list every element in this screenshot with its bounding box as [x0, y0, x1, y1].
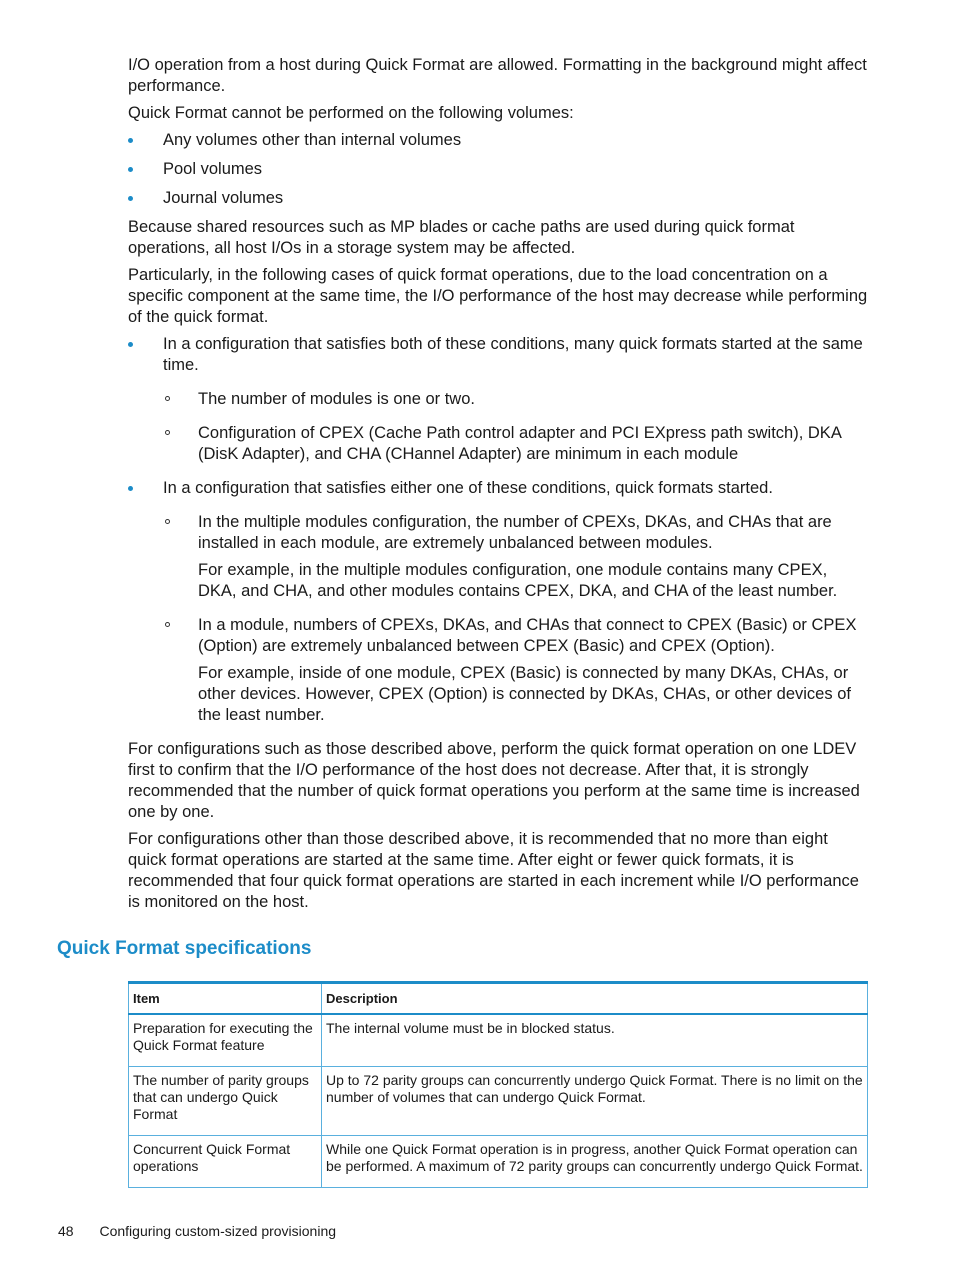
body-paragraph: Particularly, in the following cases of quick format operations, due to the load concentration on a specific component at the same time, the I/O performance of the host may decrease while performing of the quick format. — [128, 266, 868, 326]
cases-list — [128, 334, 870, 726]
page-footer — [58, 1223, 336, 1239]
table-header-row — [129, 983, 868, 1015]
page-number: 48 — [58, 1223, 74, 1239]
section-heading: Quick Format specifications — [57, 938, 312, 959]
list-item: Pool volumes — [128, 159, 870, 180]
table-row — [129, 1136, 868, 1188]
table-cell-description: The internal volume must be in blocked status. — [322, 1014, 868, 1067]
table-row — [129, 1067, 868, 1136]
body-paragraph: For configurations such as those described above, perform the quick format operation on one LDEV first to confirm that the I/O performance of the host does not decrease. After that, it is strongly recommended that the number of quick format operations you perform at the same time is increased one by one. — [128, 740, 860, 821]
list-item: Any volumes other than internal volumes — [128, 130, 870, 151]
sub-list-item: In the multiple modules configuration, the number of CPEXs, DKAs, and CHAs that are installed in each module, are extremely unbalanced between modules. For example, in the multiple modules configuration, one module contains many CPEX, DKA, and CHA, and other modules contains CPEX, DKA, and CHA of the least number. — [163, 512, 870, 602]
bullet-icon — [128, 486, 133, 491]
list-item: Journal volumes — [128, 188, 870, 209]
bullet-icon — [128, 167, 133, 172]
circle-bullet-icon — [165, 519, 170, 524]
list-item: In a configuration that satisfies either one of these conditions, quick formats started. In the multiple modules configuration, the number of CPEXs, DKAs, and CHAs that are installed in each module, are extremely unbalanced between modules. For example, in the multiple modules configuration, one module contains many CPEX, DKA, and CHA, and other modules contains CPEX, DKA, and CHA of the least number. In a module, numbers of CPEXs, DKAs, and CHAs that connect to CPEX (Basic) or CPEX (Option) are extremely unbalanced between CPEX (Basic) and CPEX (Option). For example, inside of one module, CPEX (Basic) is connected by many DKAs, CHAs, or other devices. However, CPEX (Option) is connected by DKAs, CHAs, or other devices of the least number. — [128, 478, 870, 726]
bullet-icon — [128, 138, 133, 143]
circle-bullet-icon — [165, 396, 170, 401]
circle-bullet-icon — [165, 622, 170, 627]
intro-paragraph: I/O operation from a host during Quick Format are allowed. Formatting in the background might affect performance. — [128, 56, 867, 95]
column-header: Item — [129, 983, 322, 1015]
sub-list-item: In a module, numbers of CPEXs, DKAs, and CHAs that connect to CPEX (Basic) or CPEX (Option) are extremely unbalanced between CPEX (Basic) and CPEX (Option). For example, inside of one module, CPEX (Basic) is connected by many DKAs, CHAs, or other devices. However, CPEX (Option) is connected by DKAs, CHAs, or other devices of the least number. — [163, 615, 870, 726]
chapter-title: Configuring custom-sized provisioning — [99, 1223, 337, 1239]
example-text: For example, in the multiple modules configuration, one module contains many CPEX, DKA, and CHA, and other modules contains CPEX, DKA, and CHA of the least number. — [198, 561, 838, 600]
column-header: Description — [322, 983, 868, 1015]
specifications-table — [128, 981, 868, 1188]
table-row — [129, 1014, 868, 1067]
bullet-icon — [128, 196, 133, 201]
table-cell-description: Up to 72 parity groups can concurrently undergo Quick Format. There is no limit on the number of volumes that can undergo Quick Format. — [322, 1067, 868, 1136]
circle-bullet-icon — [165, 430, 170, 435]
excluded-volumes-list — [128, 130, 870, 209]
conditions-list — [163, 389, 870, 465]
table-cell-description: While one Quick Format operation is in progress, another Quick Format operation can be performed. A maximum of 72 parity groups can concurrently undergo Quick Format. — [322, 1136, 868, 1188]
list-item: In a configuration that satisfies both of these conditions, many quick formats started at the same time. The number of modules is one or two. Configuration of CPEX (Cache Path control adapter and PCI EXpress path switch), DKA (DisK Adapter), and CHA (CHannel Adapter) are minimum in each module — [128, 334, 870, 465]
sub-list-item: The number of modules is one or two. — [163, 389, 870, 410]
body-paragraph: For configurations other than those described above, it is recommended that no more than eight quick format operations are started at the same time. After eight or fewer quick formats, it is recommended that four quick format operations are started in each increment while I/O performance is monitored on the host. — [128, 830, 859, 911]
sub-list-item: Configuration of CPEX (Cache Path control adapter and PCI EXpress path switch), DKA (DisK Adapter), and CHA (CHannel Adapter) are minimum in each module — [163, 423, 870, 465]
intro-paragraph: Quick Format cannot be performed on the following volumes: — [128, 104, 574, 122]
table-cell-item: Preparation for executing the Quick Format feature — [129, 1014, 322, 1067]
table-cell-item: The number of parity groups that can undergo Quick Format — [129, 1067, 322, 1136]
example-text: For example, inside of one module, CPEX (Basic) is connected by many DKAs, CHAs, or other devices. However, CPEX (Option) is connected by DKAs, CHAs, or other devices of the least number. — [198, 664, 851, 724]
document-body — [128, 55, 870, 919]
conditions-list — [163, 512, 870, 726]
bullet-icon — [128, 342, 133, 347]
body-paragraph: Because shared resources such as MP blades or cache paths are used during quick format operations, all host I/Os in a storage system may be affected. — [128, 218, 795, 257]
table-cell-item: Concurrent Quick Format operations — [129, 1136, 322, 1188]
